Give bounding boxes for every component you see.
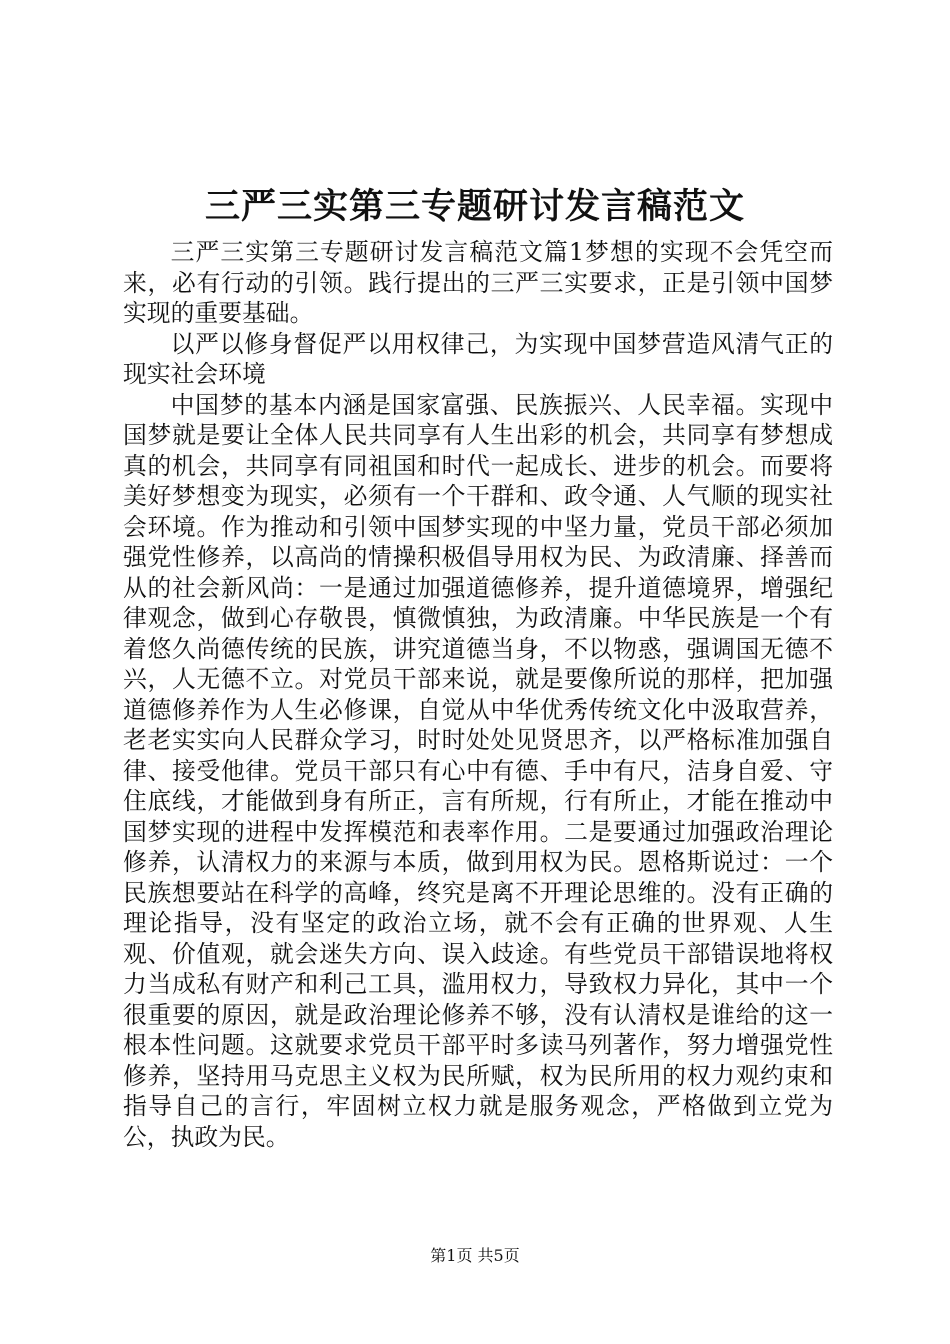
document-body: [123, 237, 833, 1152]
paragraph-3: 中国梦的基本内涵是国家富强、民族振兴、人民幸福。实现中国梦就是要让全体人民共同享有人生出彩的机会，共同享有梦想成真的机会，共同享有同祖国和时代一起成长、进步的机会。而要将美好梦想变为现实，必须有一个干群和、政令通、人气顺的现实社会环境。作为推动和引领中国梦实现的中坚力量，党员干部必须加强党性修养，以高尚的情操积极倡导用权为民、为政清廉、择善而从的社会新风尚：一是通过加强道德修养，提升道德境界，增强纪律观念，做到心存敬畏，慎微慎独，为政清廉。中华民族是一个有着悠久尚德传统的民族，讲究道德当身，不以物惑，强调国无德不兴，人无德不立。对党员干部来说，就是要像所说的那样，把加强道德修养作为人生必修课，自觉从中华优秀传统文化中汲取营养，老老实实向人民群众学习，时时处处见贤思齐，以严格标准加强自律、接受他律。党员干部只有心中有德、手中有尺，洁身自爱、守住底线，才能做到身有所正，言有所规，行有所止，才能在推动中国梦实现的进程中发挥模范和表率作用。二是要通过加强政治理论修养，认清权力的来源与本质，做到用权为民。恩格斯说过：一个民族想要站在科学的高峰，终究是离不开理论思维的。没有正确的理论指导，没有坚定的政治立场，就不会有正确的世界观、人生观、价值观，就会迷失方向、误入歧途。有些党员干部错误地将权力当成私有财产和利己工具，滥用权力，导致权力异化，其中一个很重要的原因，就是政治理论修养不够，没有认清权是谁给的这一根本性问题。这就要求党员干部平时多读马列著作，努力增强党性修养，坚持用马克思主义权为民所赋，权为民所用的权力观约束和指导自己的言行，牢固树立权力就是服务观念，严格做到立党为公，执政为民。: [123, 390, 833, 1151]
paragraph-1: 三严三实第三专题研讨发言稿范文篇1梦想的实现不会凭空而来，必有行动的引领。践行提出的三严三实要求，正是引领中国梦实现的重要基础。: [123, 238, 833, 327]
page-number-footer: 第1页 共5页: [430, 1246, 520, 1265]
document-title: 三严三实第三专题研讨发言稿范文: [204, 186, 745, 227]
paragraph-2: 以严以修身督促严以用权律己，为实现中国梦营造风清气正的现实社会环境: [123, 329, 833, 388]
